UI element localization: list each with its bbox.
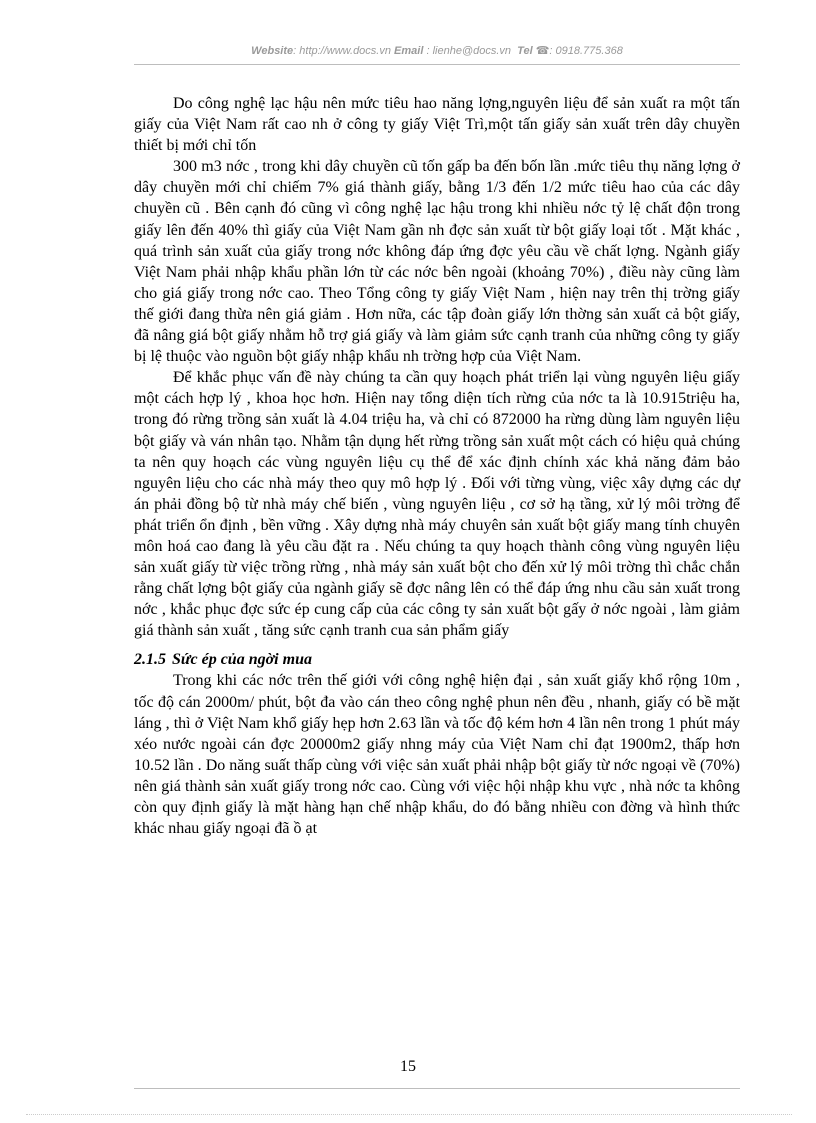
document-body [134,93,740,839]
page-header [134,44,740,57]
tel-label: Tel [517,45,533,57]
paragraph-2: 300 m3 nớc , trong khi dây chuyền cũ tốn gấp ba đến bốn lần .mức tiêu thụ năng lợng ở dây chuyền mới chỉ chiếm 7% giá thành giấy, bằng 1/3 đến 1/2 mức tiêu hao của các dây chuyền cũ . Bên cạnh đó cũng vì công nghệ lạc hậu trong khi nhiều nớc tỷ lệ chất độn trong giấy lên đến 40% thì giấy của Việt Nam gần nh đợc sản xuất từ bột giấy loại tốt . Mặt khác , quá trình sản xuất của giấy trong nớc không đáp ứng đợc yêu cầu về chất lợng. Ngành giấy Việt Nam phải nhập khẩu phần lớn từ các nớc bên ngoài (khoảng 70%) , điều này cũng làm cho giá giấy trong nớc cao. Theo Tổng công ty giấy Việt Nam , hiện nay trên thị trờng giấy thế giới đang thừa nên giá giảm . Hơn nữa, các tập đoàn giấy lớn thờng sản xuất cả bột giấy, đã nâng giá bột giấy nhằm hỗ trợ giá giấy và làm giảm sức cạnh tranh của những công ty giấy bị lệ thuộc vào nguồn bột giấy nhập khẩu nh trờng hợp của Việt Nam. [134,158,740,366]
paragraph-4: Trong khi các nớc trên thế giới với công nghệ hiện đại , sản xuất giấy khổ rộng 10m , tốc độ cán 2000m/ phút, bột đa vào cán theo công nghệ phun nên đều , nhanh, giấy có bề mặt láng , thì ở Việt Nam khổ giấy hẹp hơn 2.63 lần và tốc độ kém hơn 4 lần nên trong 1 phút máy xéo nước ngoài cán đợc 20000m2 giấy nhng máy của Việt Nam chỉ đạt 1900m2, thấp hơn 10.52 lần . Do năng suất thấp cùng với việc sản xuất phải nhập bột giấy từ nớc ngoại về (70%) nên giá thành sản xuất giấy trong nớc cao. Cùng với việc hội nhập khu vực , nhà nớc ta không còn quy định giấy là mặt hàng hạn chế nhập khẩu, do đó bằng nhiều con đờng và hình thức khác nhau giấy ngoại đã ồ ạt [134,672,740,838]
paragraph-3: Để khắc phục vấn đề này chúng ta cần quy hoạch phát triển lại vùng nguyên liệu giấy một cách hợp lý , khoa học hơn. Hiện nay tổng diện tích rừng của nớc ta là 10.915triệu ha, trong đó rừng trồng sản xuất là 4.04 triệu ha, và chỉ có 872000 ha rừng dùng làm nguyên liệu bột giấy và ván nhân tạo. Nhằm tận dụng hết rừng trồng sản xuất một cách có hiệu quả chúng ta nên quy hoạch các vùng nguyên liệu cụ thể để xác định chính xác khả năng đảm bảo nguyên liệu cho các nhà máy theo quy mô hợp lý . Đối với từng vùng, việc xây dựng các dự án phải đồng bộ từ nhà máy chế biến , vùng nguyên liệu , cơ sở hạ tầng, xử lý môi trờng để phát triển ổn định , bền vững . Xây dựng nhà máy chuyên sản xuất bột giấy mang tính chuyên môn hoá cao đang là yêu cầu đặt ra . Nếu chúng ta quy hoạch thành công vùng nguyên liệu sản xuất giấy từ việc trồng rừng , nhà máy sản xuất bột cho đến xử lý môi trờng thì chắc chắn rằng chất lợng bột giấy của ngành giấy sẽ đợc nâng lên có thể đáp ứng nhu cầu sản xuất trong nớc , khắc phục đợc sức ép cung cấp của các công ty sản xuất bột gấy ở nớc ngoài , làm giảm giá thành sản xuất , tăng sức cạnh tranh cua sản phẩm giấy [134,369,740,640]
paragraph-1: Do công nghệ lạc hậu nên mức tiêu hao năng lợng,nguyên liệu để sản xuất ra một tấn giấy của Việt Nam rất cao nh ở công ty giấy Việt Trì,một tấn giấy sản xuất trên dây chuyền thiết bị mới chỉ tốn [134,95,740,155]
email-label: Email [394,45,424,57]
page-bottom-border [26,1114,792,1115]
footer-divider [134,1088,740,1089]
telephone-icon: ☎ [535,45,550,57]
section-heading [134,649,740,670]
website-label: Website [251,45,294,57]
section-number: 2.1.5 [134,651,166,669]
tel-number: : 0918.775.368 [549,45,623,57]
section-title: Sức ép của ngời mua [172,651,312,669]
email-address[interactable]: : lienhe@docs.vn [423,45,512,57]
page-number: 15 [400,1058,416,1075]
header-divider [134,64,740,65]
website-url[interactable]: : http://www.docs.vn [293,45,391,57]
